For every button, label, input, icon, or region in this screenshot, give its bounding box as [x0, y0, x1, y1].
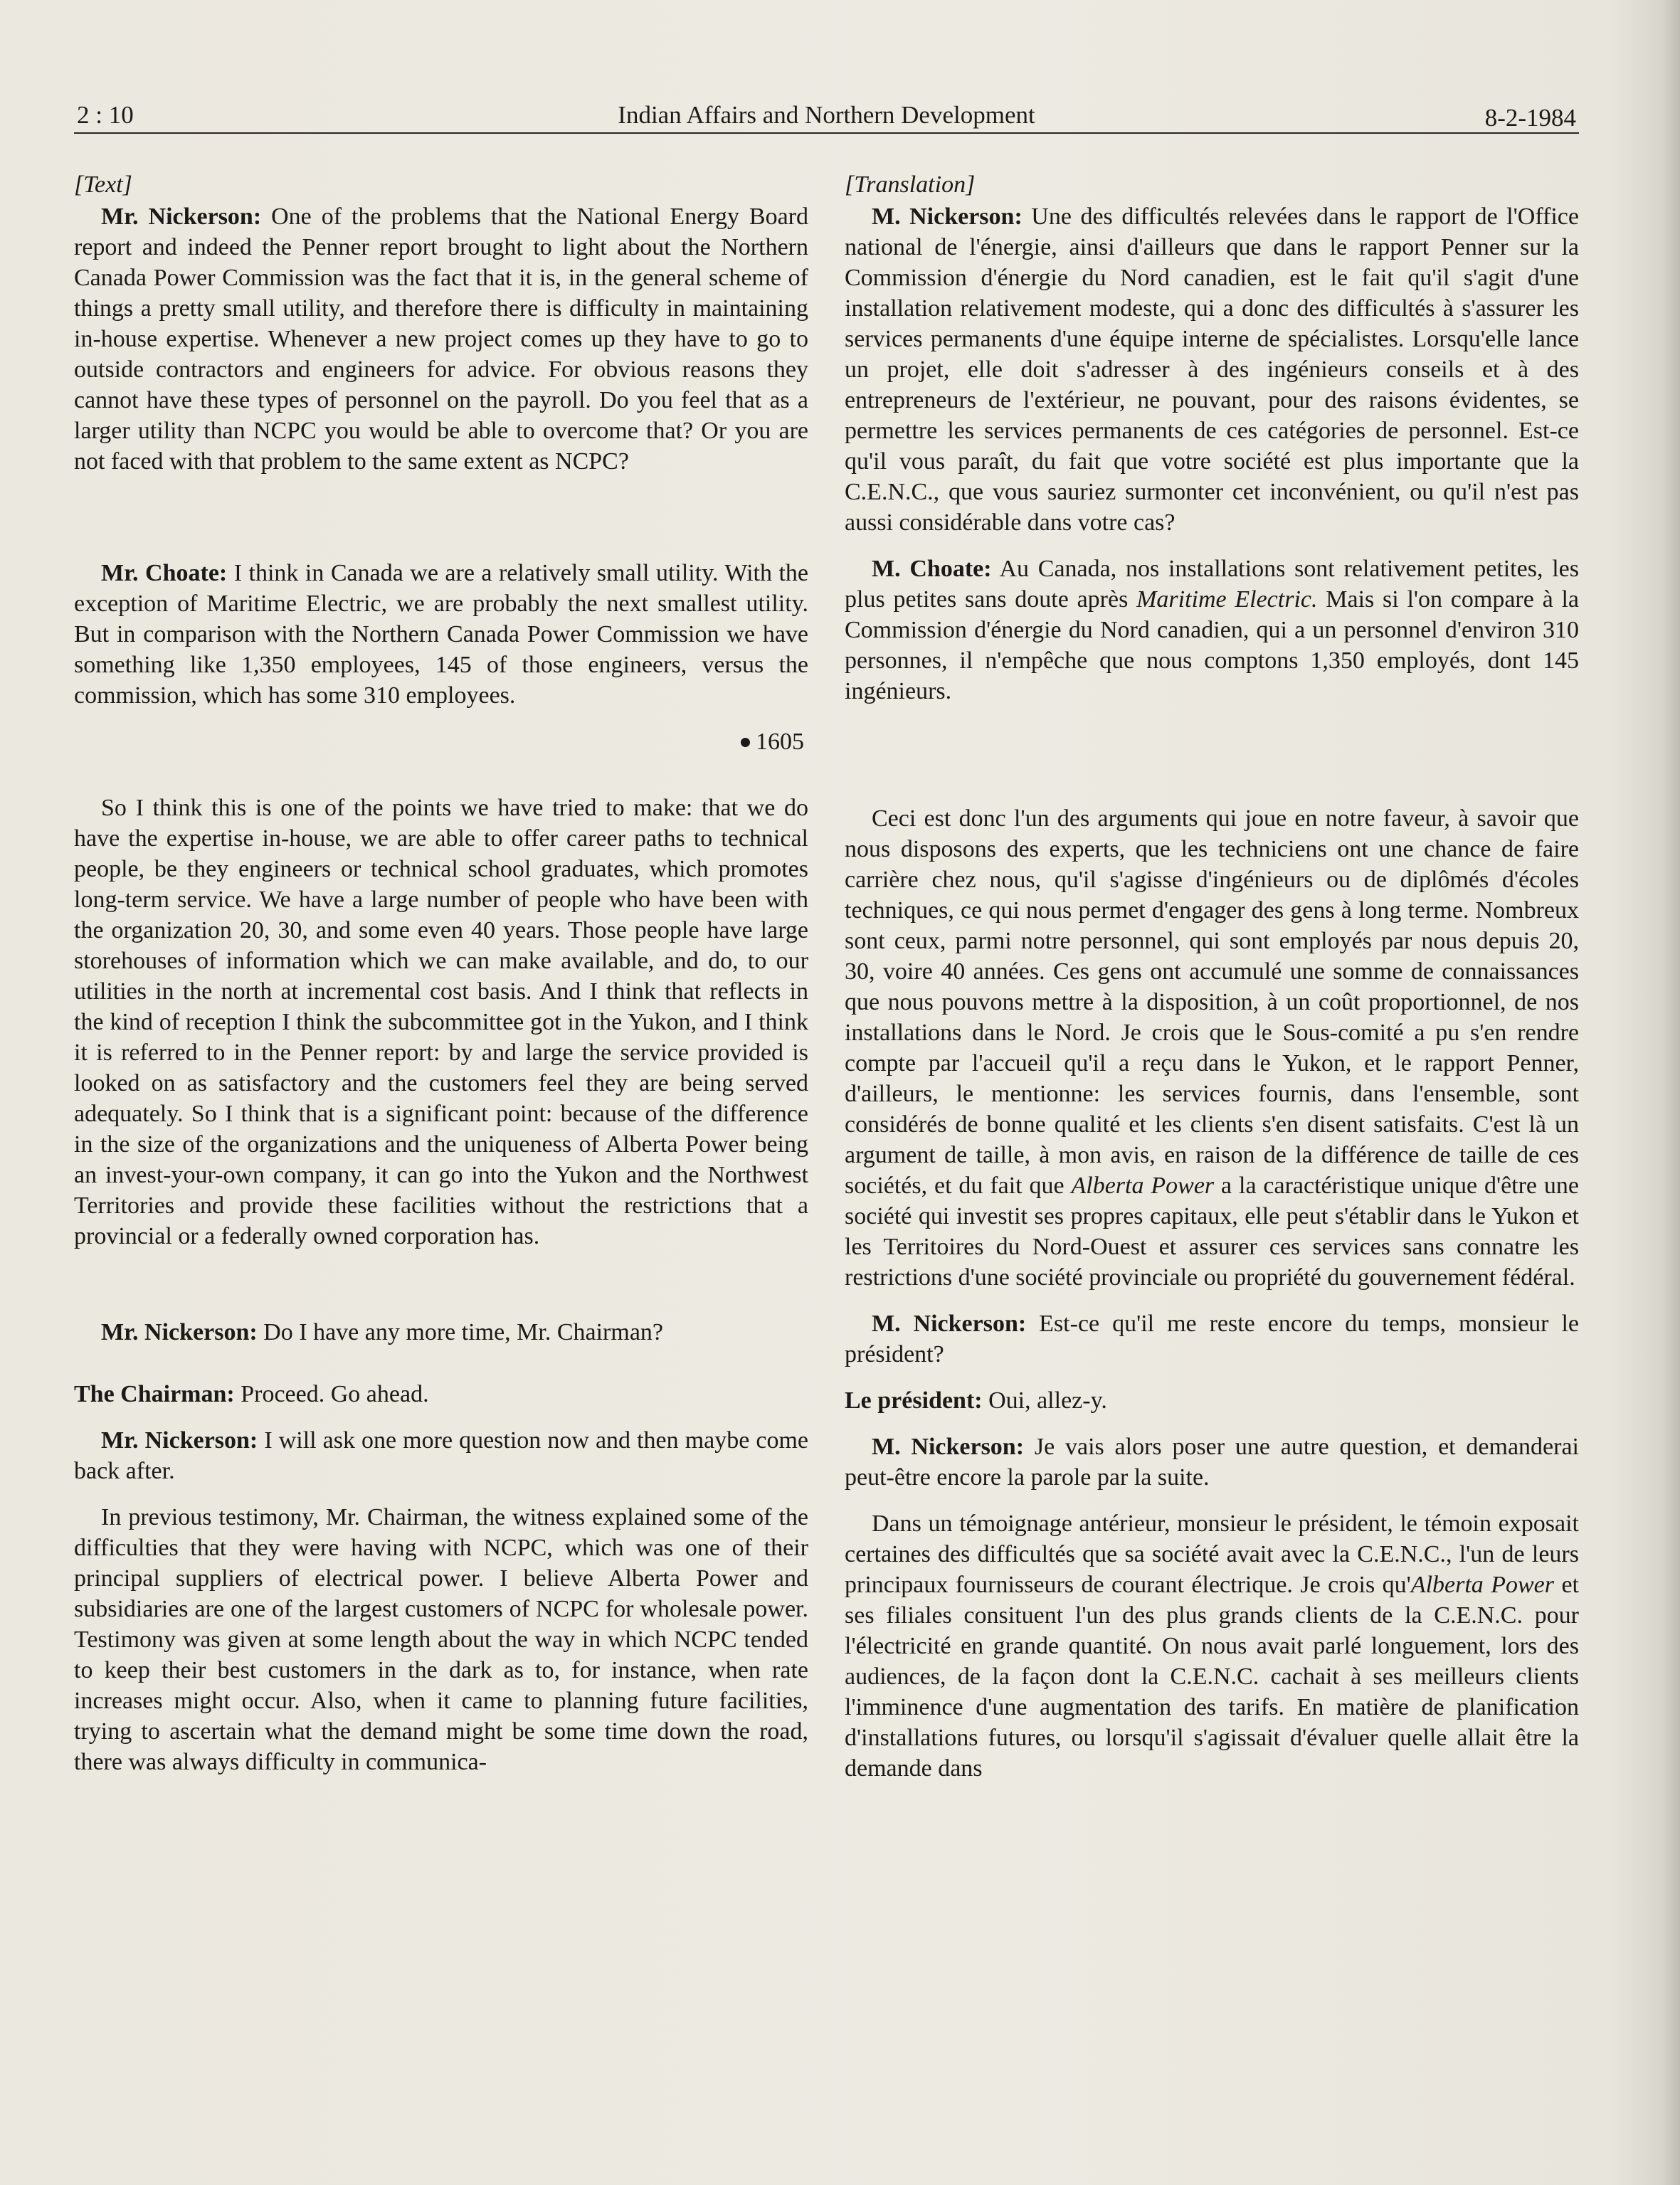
paragraph-text: I will ask one more question now and then maybe come back after.	[74, 1427, 809, 1484]
paragraph	[74, 1425, 808, 1486]
emphasis-text: Alberta Power	[1071, 1173, 1215, 1199]
paragraph	[74, 1502, 808, 1777]
paragraph	[74, 1317, 808, 1348]
time-marker-text: 1605	[756, 729, 804, 755]
paragraph	[845, 1385, 1579, 1416]
speaker-name: M. Nickerson:	[872, 203, 1023, 230]
paragraph-text: a la caractéristique unique d'être une société qui investit ses propres capitaux, elle peut s'établir dans le Yukon et les Territoires du Nord-Ouest et assurer ces services sans connatre les restrictions d'une société provinciale ou propriété du gouvernement fédéral.	[845, 1173, 1579, 1291]
time-marker	[74, 726, 808, 757]
paragraph-text: One of the problems that the National Energy Board report and indeed the Penner report brought to light about the Northern Canada Power Commission was the fact that it is, in the general scheme of things a pretty small utility, and therefore there is difficulty in maintaining in-house expertise. Whenever a new project comes up they have to go to outside contractors and engineers for advice. For obvious reasons they cannot have these types of personnel on the payroll. Do you feel that as a larger utility than NCPC you would be able to overcome that? Or you are not faced with that problem to the same extent as NCPC?	[74, 203, 808, 475]
paragraph-text: Mais si l'on compare à la Commission d'énergie du Nord canadien, qui a un personnel d'environ 310 personnes, il n'empêche que nous comptons 1,350 employés, dont 145 ingénieurs.	[845, 586, 1579, 704]
paragraph	[845, 1308, 1579, 1370]
paragraph-text: Proceed. Go ahead.	[241, 1381, 429, 1407]
speaker-name: Mr. Nickerson:	[101, 1319, 258, 1345]
column-label: [Text]	[74, 171, 132, 198]
emphasis-text: Alberta Power	[1410, 1572, 1555, 1598]
page-date: 8-2-1984	[1484, 104, 1576, 132]
emphasis-text: Maritime Electric.	[1136, 586, 1318, 613]
paragraph-text: Au Canada, nos installations sont relativement petites, les plus petites sans doute après	[845, 556, 1579, 613]
paragraph-text: Je vais alors poser une autre question, et demanderai peut-être encore la parole par la suite.	[845, 1434, 1579, 1491]
paragraph-text: Oui, allez-y.	[988, 1387, 1107, 1414]
page-number: 2 : 10	[77, 101, 134, 129]
french-column	[845, 169, 1579, 1784]
column-label: [Translation]	[845, 171, 976, 198]
speaker-name: Mr. Choate:	[101, 560, 228, 586]
paragraph-text: et ses filiales consituent l'un des plus grands clients de la C.E.N.C. pour l'électricité en grande quantité. On nous avait parlé longuement, lors des audiences, de la façon dont la C.E.N.C. cachait à ses meilleurs clients l'imminence d'une augmentation des tarifs. En matière de planification d'installations futures, ou lorsqu'il s'agissait d'évaluer quelle allait être la demande dans	[845, 1572, 1580, 1782]
paragraph-text: I think in Canada we are a relatively small utility. With the exception of Maritime Electric, we are probably the next smallest utility. But in comparison with the Northern Canada Power Commission we have something like 1,350 employees, 145 of those engineers, versus the commission, which has some 310 employees.	[74, 560, 808, 709]
paragraph	[845, 1508, 1579, 1784]
speaker-name: M. Nickerson:	[872, 1434, 1025, 1460]
paragraph	[74, 558, 808, 711]
paragraph	[845, 201, 1579, 538]
bullet-icon	[741, 738, 750, 747]
page-header	[74, 95, 1579, 134]
paragraph-text: So I think this is one of the points we have tried to make: that we do have the expertise in-house, we are able to offer career paths to technical people, be they engineers or technical school graduates, which promotes long-term service. We have a large number of people who have been with the organization 20, 30, and some even 40 years. Those people have large storehouses of information which we can make available, and do, to our utilities in the north at incremental cost basis. And I think that reflects in the kind of reception I think the subcommittee got in the Yukon, and I think it is referred to in the Penner report: by and large the service provided is looked on as satisfactory and the customers feel they are being served adequately. So I think that is a significant point: because of the difference in the size of the organizations and the uniqueness of Alberta Power being an invest-your-own company, it can go into the Yukon and the Northwest Territories and provide these facilities without the restrictions that a provincial or a federally owned corporation has.	[74, 795, 808, 1249]
paragraph	[74, 793, 808, 1252]
paragraph	[845, 554, 1579, 707]
paragraph	[74, 1379, 808, 1409]
paragraph-text: Une des difficultés relevées dans le rapport de l'Office national de l'énergie, ainsi d'ailleurs que dans le rapport Penner sur la Commission d'énergie du Nord canadien, est le fait qu'il s'agit d'une installation relativement modeste, qui a donc des difficultés à s'assurer les services permanents d'une équipe interne de spécialistes. Lorsqu'elle lance un projet, elle doit s'adresser à des ingénieurs conseils et à des entrepreneurs de l'extérieur, ne pouvant, pour des raisons évidentes, se permettre les services permanents de ces catégories de personnel. Est-ce qu'il vous paraît, du fait que votre société est plus importante que la C.E.N.C., que vous sauriez surmonter cet inconvénient, ou qu'il n'est pas aussi considérable dans votre cas?	[845, 203, 1579, 536]
paragraph	[845, 803, 1579, 1293]
english-column	[74, 169, 808, 1777]
speaker-name: M. Choate:	[872, 556, 992, 582]
speaker-name: M. Nickerson:	[872, 1311, 1027, 1337]
paragraph-text: Do I have any more time, Mr. Chairman?	[263, 1319, 663, 1345]
speaker-name: The Chairman:	[74, 1381, 235, 1407]
paragraph-text: Dans un témoignage antérieur, monsieur le président, le témoin exposait certaines des difficultés que sa société avait avec la C.E.N.C., l'un de leurs principaux fournisseurs de courant électrique. Je crois qu'	[845, 1511, 1579, 1598]
paragraph	[74, 201, 808, 477]
paragraph-text: Est-ce qu'il me reste encore du temps, monsieur le président?	[845, 1311, 1579, 1367]
paragraph	[845, 1432, 1579, 1493]
page-title: Indian Affairs and Northern Development	[618, 101, 1035, 129]
paragraph-text: Ceci est donc l'un des arguments qui joue en notre faveur, à savoir que nous disposons des experts, que les techniciens ont une chance de faire carrière chez nous, qu'il s'agisse d'ingénieurs ou de diplômés d'écoles techniques, ce qui nous permet d'engager des gens à long terme. Nombreux sont ceux, parmi notre personnel, qui sont employés par nous depuis 20, 30, voire 40 années. Ces gens ont accumulé une somme de connaissances que nous pouvons mettre à la disposition, à un coût proportionnel, de nos installations dans le Nord. Je crois que le Sous-comité a pu s'en rendre compte par l'accueil qu'il a reçu dans le Yukon, et le rapport Penner, d'ailleurs, le mentionne: les services fournis, dans l'ensemble, sont considérés de bonne qualité et les clients s'en disent satisfaits. C'est là un argument de taille, à mon avis, en raison de la différence de taille de ces sociétés, et du fait que	[845, 805, 1579, 1199]
speaker-name: Le président:	[845, 1387, 983, 1414]
speaker-name: Mr. Nickerson:	[101, 203, 262, 230]
paragraph-text: In previous testimony, Mr. Chairman, the witness explained some of the difficulties that they were having with NCPC, which was one of their principal suppliers of electrical power. I believe Alberta Power and subsidiaries are one of the largest customers of NCPC for wholesale power. Testimony was given at some length about the way in which NCPC tended to keep their best customers in the dark as to, for instance, when rate increases might occur. Also, when it came to planning future facilities, trying to ascertain what the demand might be some time down the road, there was always difficulty in communica-	[74, 1504, 808, 1775]
speaker-name: Mr. Nickerson:	[101, 1427, 258, 1454]
